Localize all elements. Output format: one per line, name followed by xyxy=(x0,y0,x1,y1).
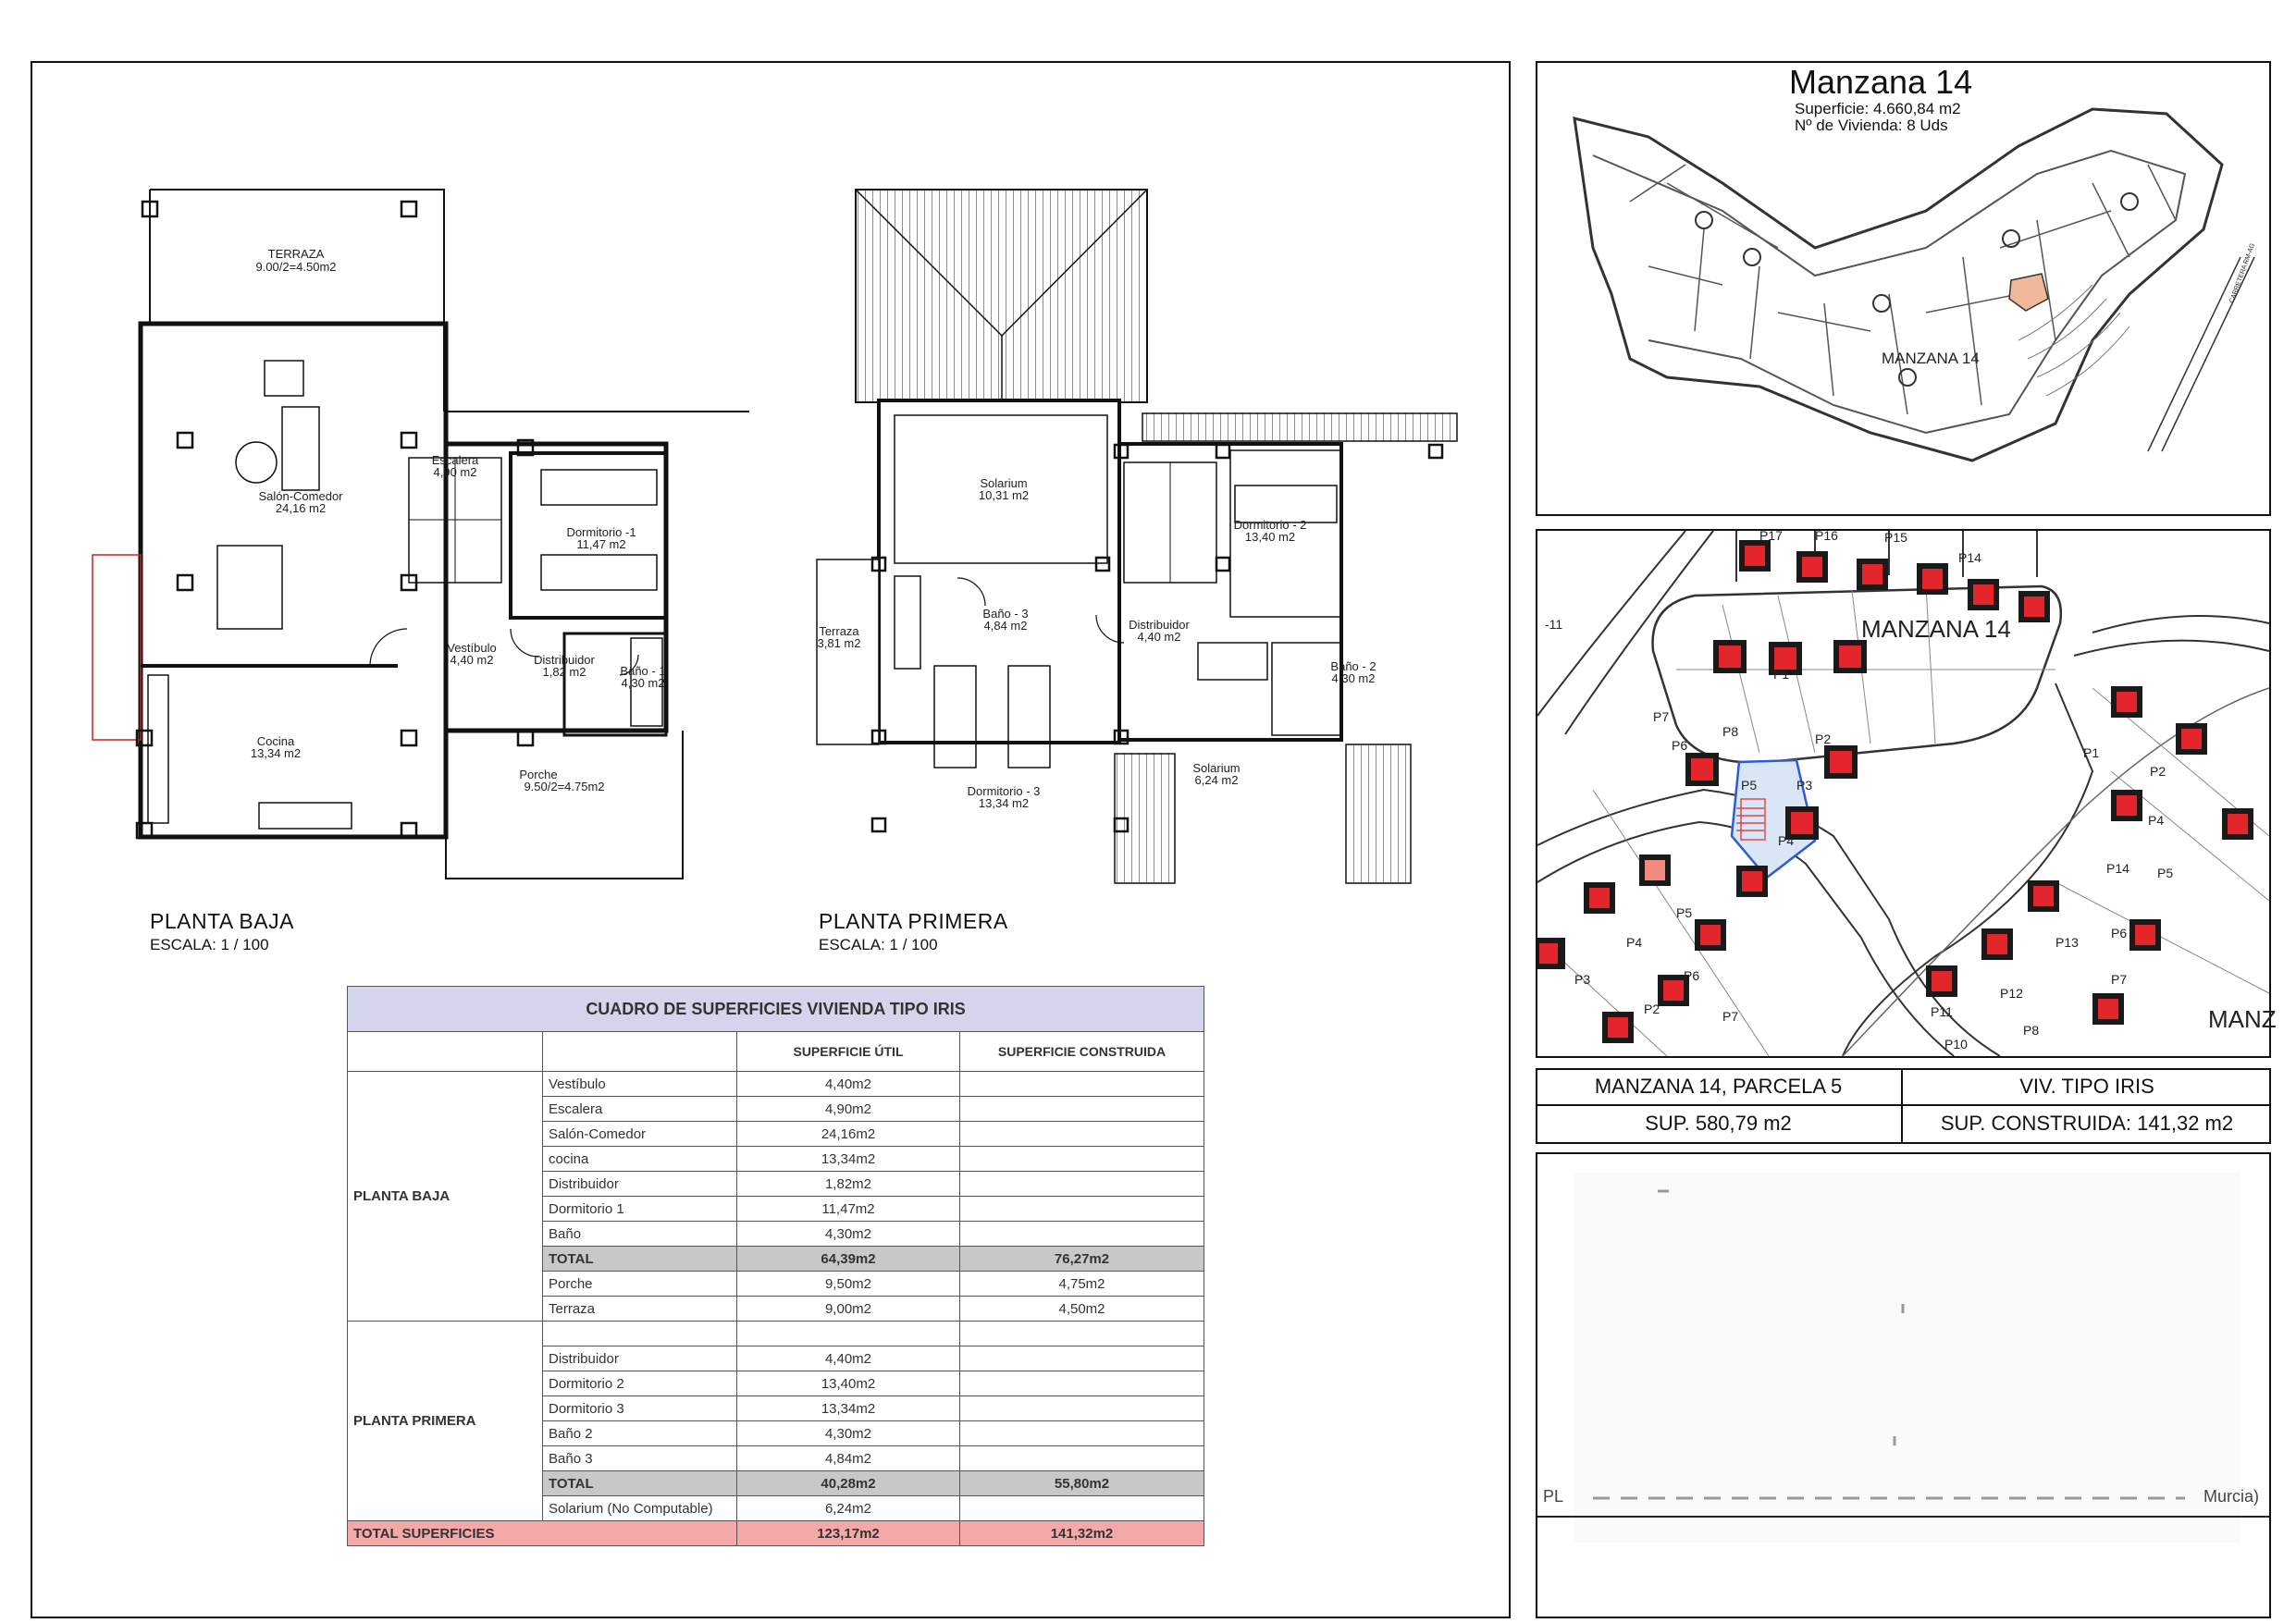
table-row: Distribuidor 1,82m2 xyxy=(348,1172,1204,1197)
site-viviendas: Nº de Vivienda: 8 Uds xyxy=(1795,117,1948,134)
room-label-terraza-1: Terraza xyxy=(819,624,859,638)
svg-text:P6: P6 xyxy=(2111,926,2128,941)
room-area-dormitorio-3: 13,34 m2 xyxy=(978,796,1030,810)
room-area-solarium-1: 10,31 m2 xyxy=(978,488,1030,502)
room-label-dormitorio-2: Dormitorio - 2 xyxy=(1233,518,1307,532)
room-label-cocina: Cocina xyxy=(256,734,295,748)
room-area-dormitorio-1: 11,47 m2 xyxy=(576,537,626,551)
room-area-terraza: 9.00/2=4.50m2 xyxy=(255,260,337,274)
table-row: Baño 2 4,30m2 xyxy=(348,1421,1204,1446)
svg-text:P2: P2 xyxy=(1644,1002,1660,1016)
info-sup: SUP. 580,79 m2 xyxy=(1645,1112,1792,1135)
room-area-distribuidor: 1,82 m2 xyxy=(542,665,586,679)
svg-text:P5: P5 xyxy=(1676,905,1693,920)
ground-floor-scale: ESCALA: 1 / 100 xyxy=(150,936,269,953)
detail-plan-map xyxy=(1537,528,2277,1056)
svg-text:P4: P4 xyxy=(1778,833,1795,848)
photo-placeholder xyxy=(1537,1154,2269,1617)
first-floor-plan xyxy=(791,180,1466,888)
surface-table xyxy=(347,986,1204,1546)
info-parcela: MANZANA 14, PARCELA 5 xyxy=(1594,1075,1843,1098)
svg-text:P1: P1 xyxy=(1773,667,1790,682)
room-label-bano-1: Baño - 1 xyxy=(620,664,666,678)
photo-caption-right: Murcia) xyxy=(2203,1487,2260,1506)
svg-text:P6: P6 xyxy=(1672,738,1688,753)
table-row: Distribuidor 4,40m2 xyxy=(348,1346,1204,1371)
svg-text:P2: P2 xyxy=(1815,732,1832,746)
group-planta-primera: PLANTA PRIMERA xyxy=(348,1322,543,1521)
room-label-terraza: TERRAZA xyxy=(267,247,325,261)
site-superficie: Superficie: 4.660,84 m2 xyxy=(1795,100,1961,117)
group-planta-baja: PLANTA BAJA xyxy=(348,1072,543,1322)
table-row: Baño 3 4,84m2 xyxy=(348,1446,1204,1471)
svg-text:P16: P16 xyxy=(1815,528,1838,543)
room-label-bano-2: Baño - 2 xyxy=(1330,659,1376,673)
ground-floor-title: PLANTA BAJA xyxy=(150,909,294,933)
room-label-distribuidor-1: Distribuidor xyxy=(1129,618,1190,632)
svg-text:P7: P7 xyxy=(1722,1009,1739,1024)
svg-text:P14: P14 xyxy=(1958,550,1981,565)
info-construida: SUP. CONSTRUIDA: 141,32 m2 xyxy=(1940,1112,2234,1135)
room-label-solarium-2: Solarium xyxy=(1192,761,1241,775)
table-row: Salón-Comedor 24,16m2 xyxy=(348,1122,1204,1147)
site-plan-map xyxy=(1537,63,2269,514)
svg-text:P4: P4 xyxy=(2148,813,2165,828)
svg-text:P1: P1 xyxy=(2083,745,2100,760)
svg-text:P17: P17 xyxy=(1759,528,1783,543)
room-label-dormitorio-1: Dormitorio -1 xyxy=(566,525,636,539)
surface-table-title: CUADRO DE SUPERFICIES VIVIENDA TIPO IRIS xyxy=(348,987,1204,1032)
table-row-total: TOTAL 40,28m2 55,80m2 xyxy=(348,1471,1204,1496)
room-area-bano-1: 4,30 m2 xyxy=(621,676,665,690)
room-area-vestibulo: 4,40 m2 xyxy=(450,653,494,667)
room-area-escalera: 4,90 m2 xyxy=(433,465,477,479)
room-label-distribuidor: Distribuidor xyxy=(534,653,595,667)
svg-text:P7: P7 xyxy=(1653,709,1670,724)
svg-text:P4: P4 xyxy=(1626,935,1643,950)
room-area-porche: 9.50/2=4.75m2 xyxy=(524,780,605,793)
svg-text:P12: P12 xyxy=(2000,986,2023,1001)
detail-edge-label-right: MANZ xyxy=(2208,1005,2277,1033)
room-label-porche: Porche xyxy=(519,768,558,781)
detail-manzana-label: MANZANA 14 xyxy=(1861,615,2011,643)
table-row-grand-total: TOTAL SUPERFICIES 123,17m2 141,32m2 xyxy=(348,1521,1204,1546)
svg-text:P8: P8 xyxy=(1722,724,1739,739)
svg-text:P11: P11 xyxy=(1931,1004,1953,1019)
table-row: Escalera 4,90m2 xyxy=(348,1097,1204,1122)
svg-text:P10: P10 xyxy=(1944,1037,1968,1051)
table-row-total: TOTAL 64,39m2 76,27m2 xyxy=(348,1247,1204,1272)
site-road-label: CARRETERA RM-AG xyxy=(2228,242,2257,304)
room-label-salon: Salón-Comedor xyxy=(258,489,343,503)
svg-text:P8: P8 xyxy=(2023,1023,2040,1038)
table-row: Dormitorio 1 11,47m2 xyxy=(348,1197,1204,1222)
svg-text:P3: P3 xyxy=(1796,778,1813,793)
room-label-bano-3: Baño - 3 xyxy=(982,607,1029,621)
site-map-label: MANZANA 14 xyxy=(1882,350,1980,367)
svg-text:P7: P7 xyxy=(2111,972,2128,987)
room-label-vestibulo: Vestíbulo xyxy=(447,641,497,655)
room-area-dormitorio-2: 13,40 m2 xyxy=(1244,530,1296,544)
room-area-cocina: 13,34 m2 xyxy=(250,746,302,760)
svg-text:P15: P15 xyxy=(1884,530,1907,545)
svg-text:P5: P5 xyxy=(1741,778,1758,793)
detail-edge-label: -11 xyxy=(1545,617,1563,632)
ground-floor-plan xyxy=(83,176,712,879)
room-label-solarium-1: Solarium xyxy=(980,476,1028,490)
table-row: Dormitorio 2 13,40m2 xyxy=(348,1371,1204,1396)
table-row: Baño 4,30m2 xyxy=(348,1222,1204,1247)
table-row: Terraza 9,00m2 4,50m2 xyxy=(348,1297,1204,1322)
svg-text:P14: P14 xyxy=(2106,861,2129,876)
col-header-util: SUPERFICIE ÚTIL xyxy=(737,1032,960,1072)
svg-text:P3: P3 xyxy=(1574,972,1591,987)
room-area-terraza-1: 3,81 m2 xyxy=(817,636,861,650)
first-floor-title: PLANTA PRIMERA xyxy=(819,909,1008,933)
room-label-escalera: Escalera xyxy=(431,453,479,467)
room-area-bano-2: 4,30 m2 xyxy=(1331,671,1376,685)
svg-text:P2: P2 xyxy=(2150,764,2166,779)
table-row: Porche 9,50m2 4,75m2 xyxy=(348,1272,1204,1297)
room-area-bano-3: 4,84 m2 xyxy=(983,619,1028,633)
table-row xyxy=(348,1322,1204,1346)
room-label-dormitorio-3: Dormitorio - 3 xyxy=(967,784,1041,798)
info-tipo: VIV. TIPO IRIS xyxy=(2019,1075,2154,1098)
svg-text:P13: P13 xyxy=(2055,935,2079,950)
room-area-solarium-2: 6,24 m2 xyxy=(1194,773,1239,787)
room-area-distribuidor-1: 4,40 m2 xyxy=(1137,630,1181,644)
photo-caption-left: PL xyxy=(1543,1487,1564,1506)
col-header-construida: SUPERFICIE CONSTRUIDA xyxy=(960,1032,1204,1072)
first-floor-scale: ESCALA: 1 / 100 xyxy=(819,936,938,953)
site-title: Manzana 14 xyxy=(1789,63,1973,101)
table-row: Solarium (No Computable) 6,24m2 xyxy=(348,1496,1204,1521)
svg-text:P6: P6 xyxy=(1684,968,1700,983)
table-row: cocina 13,34m2 xyxy=(348,1147,1204,1172)
table-row: PLANTA BAJA Vestíbulo 4,40m2 xyxy=(348,1072,1204,1097)
room-area-salon: 24,16 m2 xyxy=(275,501,327,515)
svg-text:P5: P5 xyxy=(2157,866,2174,880)
table-row: Dormitorio 3 13,34m2 xyxy=(348,1396,1204,1421)
info-divider-h xyxy=(1536,1104,2271,1106)
